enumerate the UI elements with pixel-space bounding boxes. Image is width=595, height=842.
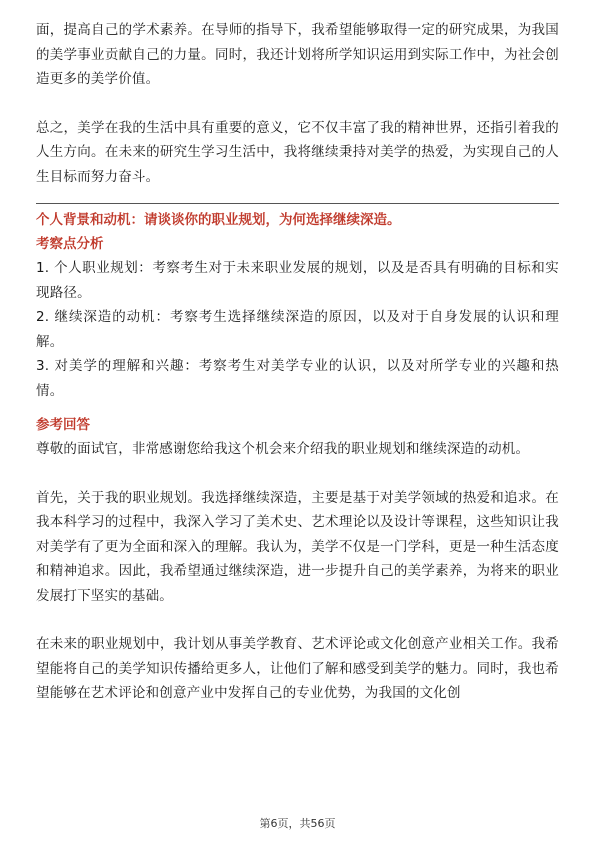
answer-heading: 参考回答 [36,417,90,433]
answer-paragraph-1: 首先，关于我的职业规划。我选择继续深造，主要是基于对美学领域的热爱和追求。在我本科学习的过程中，我深入学习了美术史、艺术理论以及设计等课程，这些知识让我对美学有了更为全面和深入的理解。我认为，美学不仅是一门学科，更是一种生活态度和精神追求。因此，我希望通过继续深造，进一步提升自己的美学素养，为将来的职业发展打下坚实的基础。 [36,489,559,604]
intro-paragraph-2: 总之，美学在我的生活中具有重要的意义，它不仅丰富了我的精神世界，还指引着我的人生方向。在未来的研究生学习生活中，我将继续秉持对美学的热爱，为实现自己的人生目标而努力奋斗。 [36,119,559,185]
intro-paragraph-1: 面，提高自己的学术素养。在导师的指导下，我希望能够取得一定的研究成果，为我国的美学事业贡献自己的力量。同时，我还计划将所学知识运用到实际工作中，为社会创造更多的美学价值。 [36,22,559,87]
section-divider [36,203,559,204]
analysis-item-1: 1. 个人职业规划：考察考生对于未来职业发展的规划，以及是否具有明确的目标和实现路径。 [36,260,559,301]
answer-paragraph-2: 在未来的职业规划中，我计划从事美学教育、艺术评论或文化创意产业相关工作。我希望能将自己的美学知识传播给更多人，让他们了解和感受到美学的魅力。同时，我也希望能够在艺术评论和创意产业中发挥自己的专业优势，为我国的文化创 [36,636,559,701]
analysis-heading: 考察点分析 [36,236,104,252]
answer-greeting: 尊敬的面试官，非常感谢您给我这个机会来介绍我的职业规划和继续深造的动机。 [36,441,530,457]
question-heading: 个人背景和动机：请谈谈你的职业规划，为何选择继续深造。 [36,212,401,228]
page-number-footer: 第6页，共56页 [259,817,336,830]
document-page [36,18,559,706]
analysis-item-2: 2. 继续深造的动机：考察考生选择继续深造的原因，以及对于自身发展的认识和理解。 [36,309,559,350]
analysis-item-3: 3. 对美学的理解和兴趣：考察考生对美学专业的认识，以及对所学专业的兴趣和热情。 [36,358,559,399]
